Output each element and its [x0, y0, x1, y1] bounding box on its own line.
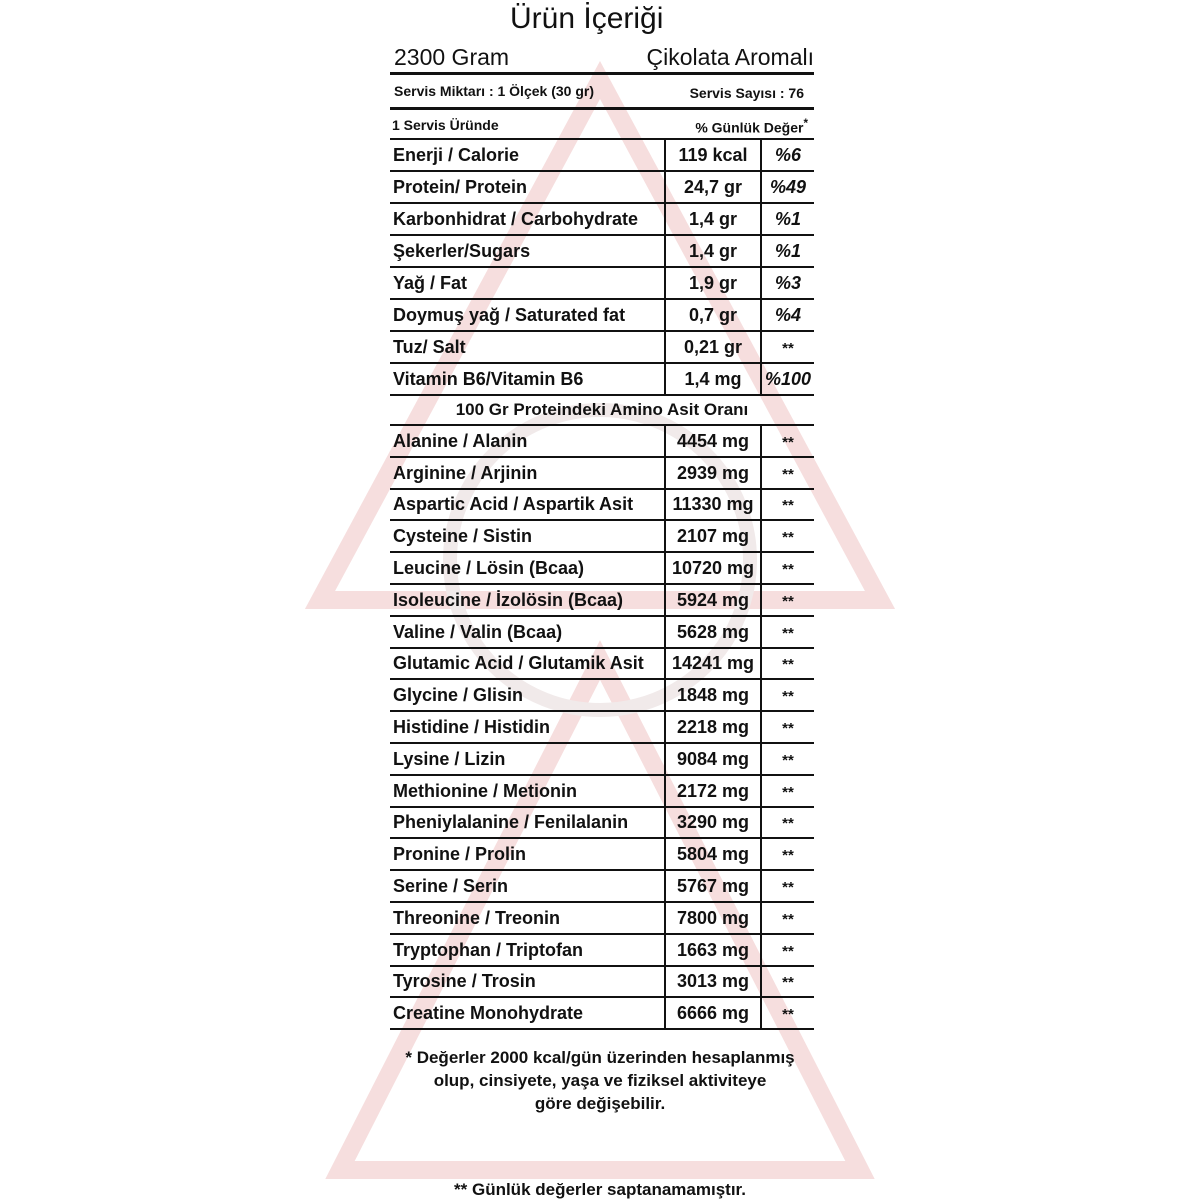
nutrient-amount: 5804 mg [676, 844, 750, 865]
nutrient-name: Vitamin B6/Vitamin B6 [393, 369, 584, 389]
daily-value: ** [782, 529, 794, 547]
daily-value: ** [782, 974, 794, 992]
nutrient-name: Alanine / Alanin [393, 430, 528, 451]
amino-row [390, 967, 814, 999]
nutrient-name: Tyrosine / Trosin [393, 971, 536, 992]
nutrient-amount: 119 kcal [678, 145, 748, 165]
amino-section-title: 100 Gr Proteindeki Amino Asit Oranı [455, 400, 749, 419]
amino-row [390, 458, 814, 490]
daily-value: %1 [774, 209, 801, 229]
daily-value: ** [782, 497, 794, 515]
amino-row [390, 712, 814, 744]
nutrient-name: Protein/ Protein [393, 177, 528, 197]
daily-value: %4 [774, 305, 801, 325]
nutrient-amount: 1,9 gr [688, 273, 738, 293]
amino-row [390, 776, 814, 808]
amino-row [390, 426, 814, 458]
nutrition-row [390, 300, 814, 332]
divider [390, 107, 814, 110]
nutrient-name: Karbonhidrat / Carbohydrate [393, 209, 639, 229]
amino-row [390, 998, 814, 1030]
daily-value: ** [782, 624, 794, 642]
nutrition-row [390, 364, 814, 396]
nutrient-name: Cysteine / Sistin [393, 526, 533, 547]
nutrient-amount: 2172 mg [676, 780, 750, 801]
daily-value: ** [782, 751, 794, 769]
nutrient-name: Glutamic Acid / Glutamik Asit [393, 653, 644, 674]
product-flavor: Çikolata Aromalı [646, 44, 814, 70]
daily-value: ** [782, 847, 794, 865]
daily-value: %1 [774, 241, 801, 261]
nutrient-amount: 10720 mg [671, 557, 755, 578]
daily-value: ** [782, 910, 794, 928]
column-divider [664, 140, 666, 396]
nutrition-table [390, 138, 814, 396]
servings-count: Servis Sayısı : 76 [689, 85, 804, 101]
amino-row [390, 839, 814, 871]
nutrient-name: Tuz/ Salt [393, 337, 466, 357]
amino-row [390, 521, 814, 553]
daily-value: ** [782, 340, 794, 357]
nutrient-name: Enerji / Calorie [393, 145, 520, 165]
nutrient-amount: 0,21 gr [683, 337, 743, 357]
nutrient-name: Lysine / Lizin [393, 748, 506, 769]
daily-value: ** [782, 560, 794, 578]
amino-row [390, 617, 814, 649]
daily-value: ** [782, 688, 794, 706]
nutrient-amount: 2107 mg [676, 526, 750, 547]
column-divider [664, 426, 666, 1030]
daily-value: %49 [769, 177, 807, 197]
nutrient-name: Leucine / Lösin (Bcaa) [393, 557, 585, 578]
daily-value: ** [782, 1006, 794, 1024]
nutrient-name: Tryptophan / Triptofan [393, 939, 583, 960]
nutrient-amount: 2218 mg [676, 716, 750, 737]
daily-value: ** [782, 878, 794, 896]
nutrition-row [390, 172, 814, 204]
nutrient-amount: 4454 mg [676, 430, 750, 451]
daily-value: ** [782, 465, 794, 483]
daily-value: ** [782, 815, 794, 833]
amino-row [390, 808, 814, 840]
nutrient-amount: 1,4 gr [688, 241, 738, 261]
footnote-daily-values: * Değerler 2000 kcal/gün üzerinden hesaplanmış olup, cinsiyete, yaşa ve fiziksel aktiviteye göre değişebilir. [405, 1048, 795, 1113]
nutrient-name: Isoleucine / İzolösin (Bcaa) [393, 589, 624, 610]
nutrient-name: Yağ / Fat [393, 273, 468, 293]
amino-row [390, 649, 814, 681]
page-title: Ürün İçeriği [510, 2, 664, 35]
nutrient-amount: 1848 mg [676, 685, 750, 706]
nutrient-amount: 24,7 gr [683, 177, 743, 197]
nutrient-name: Aspartic Acid / Aspartik Asit [393, 494, 634, 515]
nutrient-name: Threonine / Treonin [393, 907, 561, 928]
nutrient-amount: 3013 mg [676, 971, 750, 992]
nutrient-name: Pronine / Prolin [393, 844, 527, 865]
amino-row [390, 903, 814, 935]
amino-row [390, 553, 814, 585]
nutrient-amount: 5767 mg [676, 875, 750, 896]
nutrient-name: Valine / Valin (Bcaa) [393, 621, 563, 642]
daily-value: %6 [774, 145, 801, 165]
nutrient-amount: 7800 mg [676, 907, 750, 928]
nutrient-amount: 0,7 gr [688, 305, 738, 325]
nutrient-name: Arginine / Arjinin [393, 462, 538, 483]
nutrient-amount: 2939 mg [676, 462, 750, 483]
nutrition-row [390, 268, 814, 300]
nutrient-amount: 14241 mg [671, 653, 755, 674]
nutrient-amount: 3290 mg [676, 812, 750, 833]
nutrient-amount: 9084 mg [676, 748, 750, 769]
nutrient-name: Methionine / Metionin [393, 780, 577, 801]
amino-row [390, 680, 814, 712]
column-divider [760, 426, 762, 1030]
amino-row [390, 585, 814, 617]
daily-value: ** [782, 719, 794, 737]
nutrient-amount: 1663 mg [676, 939, 750, 960]
nutrient-amount: 6666 mg [676, 1003, 750, 1024]
nutrition-row [390, 204, 814, 236]
daily-value: %100 [764, 369, 812, 389]
divider [390, 72, 814, 75]
nutrition-row [390, 236, 814, 268]
amino-row [390, 490, 814, 522]
serving-size: Servis Miktarı : 1 Ölçek (30 gr) [394, 83, 594, 99]
amino-table [390, 424, 814, 1030]
nutrient-amount: 5924 mg [676, 589, 750, 610]
nutrient-name: Şekerler/Sugars [393, 241, 531, 261]
per-serving-label: 1 Servis Üründe [392, 117, 499, 133]
column-divider [760, 140, 762, 396]
nutrition-row [390, 140, 814, 172]
nutrient-name: Histidine / Histidin [393, 716, 551, 737]
daily-value: ** [782, 656, 794, 674]
daily-value-header: % Günlük Değer* [695, 117, 808, 136]
nutrient-name: Glycine / Glisin [393, 685, 524, 706]
daily-value: ** [782, 592, 794, 610]
product-weight: 2300 Gram [394, 44, 510, 70]
daily-value: ** [782, 783, 794, 801]
nutrient-name: Pheniylalanine / Fenilalanin [393, 812, 629, 833]
footnote-undetermined: ** Günlük değerler saptanamamıştır. [454, 1180, 746, 1199]
nutrient-amount: 1,4 mg [684, 369, 742, 389]
nutrient-amount: 11330 mg [672, 494, 754, 515]
daily-value: %3 [774, 273, 801, 293]
daily-value: ** [782, 433, 794, 451]
nutrient-name: Doymuş yağ / Saturated fat [393, 305, 626, 325]
amino-row [390, 935, 814, 967]
amino-row [390, 744, 814, 776]
nutrition-row [390, 332, 814, 364]
daily-value: ** [782, 942, 794, 960]
nutrient-amount: 5628 mg [676, 621, 750, 642]
nutrient-name: Serine / Serin [393, 875, 509, 896]
nutrient-amount: 1,4 gr [688, 209, 738, 229]
nutrient-name: Creatine Monohydrate [393, 1003, 584, 1024]
amino-row [390, 871, 814, 903]
